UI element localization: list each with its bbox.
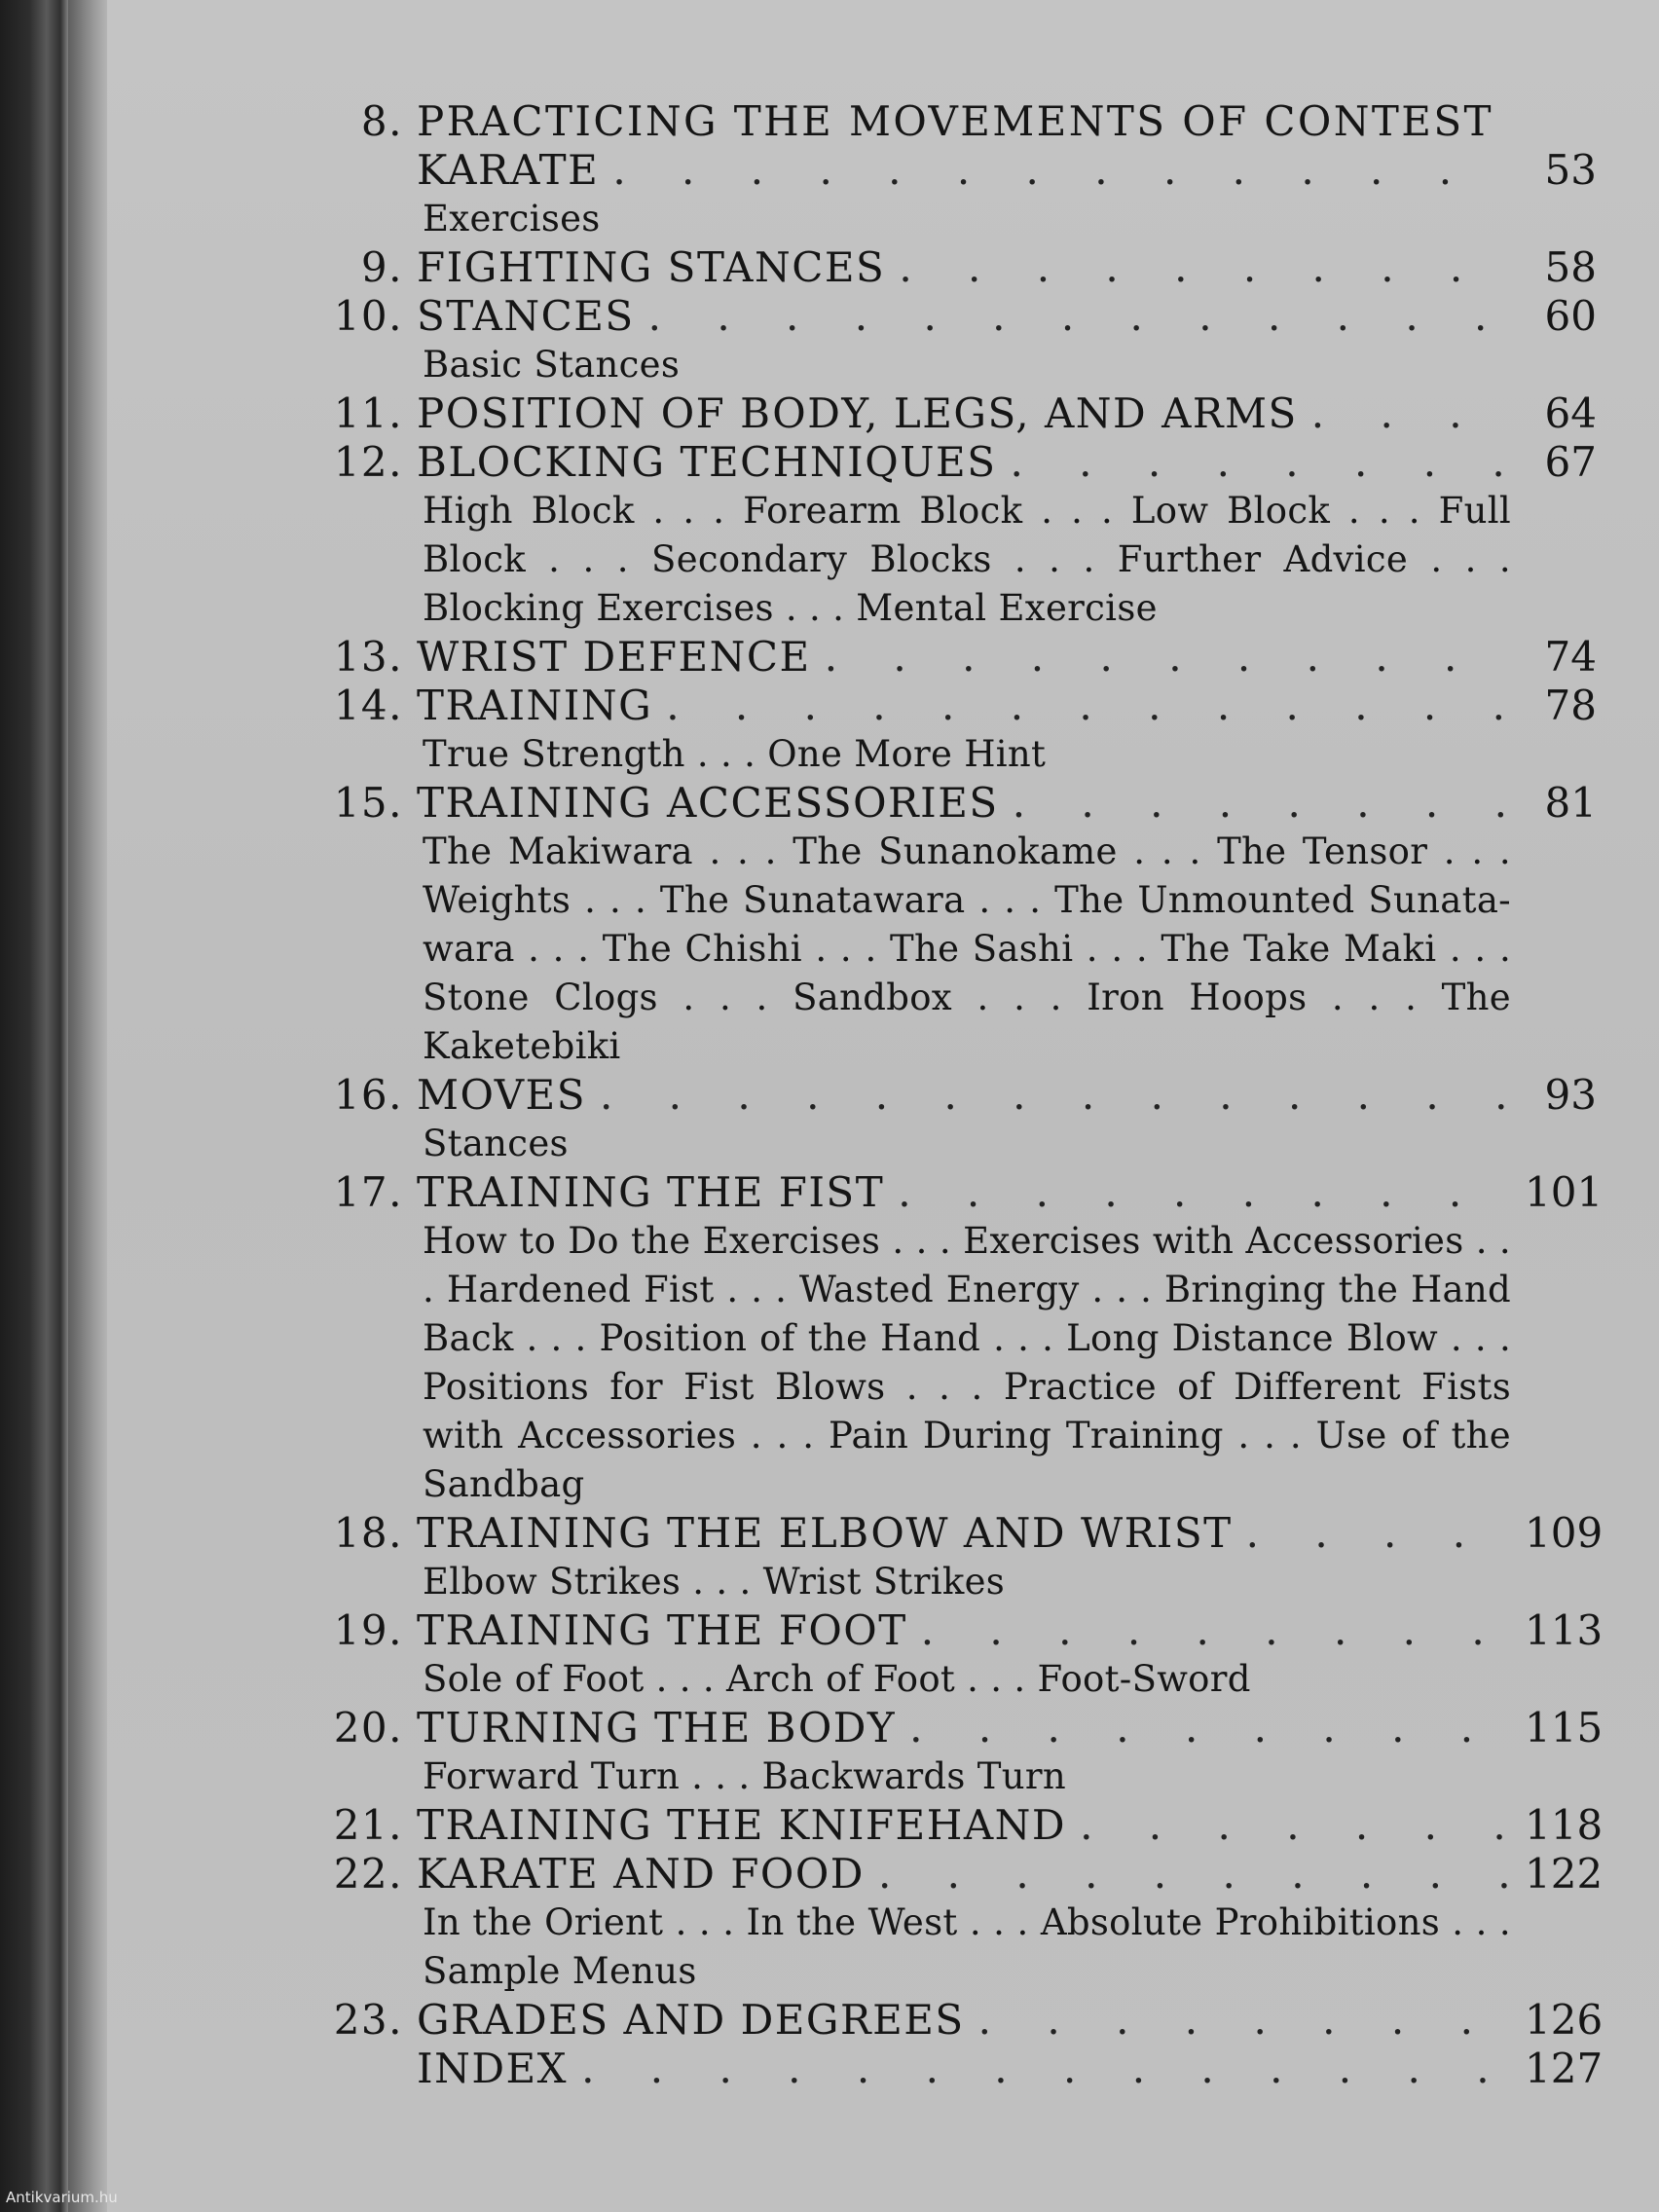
section-list: Basic Stances <box>423 344 681 386</box>
toc-entry <box>310 438 1597 633</box>
dot-leader <box>921 1606 1511 1655</box>
section-list: In the Orient . . . In the West . . . Absolute Prohibitions . . . Sample Menus <box>423 1901 1511 1992</box>
dot-leader <box>825 633 1511 682</box>
page-number: 101 <box>1525 1168 1604 1216</box>
chapter-title: TRAINING THE FIST <box>417 1168 885 1216</box>
page-number: 74 <box>1544 633 1597 681</box>
toc-entry <box>310 1071 1597 1168</box>
toc-entry <box>310 1996 1604 2045</box>
chapter-number: 21. <box>333 1801 403 1849</box>
dot-leader <box>581 2045 1511 2093</box>
chapter-number: 14. <box>333 682 403 729</box>
dot-leader <box>909 1704 1511 1752</box>
section-list: Exercises <box>423 198 601 240</box>
chapter-number: 22. <box>333 1850 403 1898</box>
chapter-number: 9. <box>360 243 403 291</box>
chapter-title: POSITION OF BODY, LEGS, AND ARMS <box>417 389 1298 437</box>
dot-leader <box>648 292 1511 341</box>
toc-entry <box>310 779 1597 1071</box>
dot-leader <box>1246 1509 1511 1558</box>
page-number: 93 <box>1544 1071 1597 1119</box>
page-number: 113 <box>1525 1606 1604 1654</box>
page-number: 64 <box>1544 389 1597 437</box>
page-number: 67 <box>1544 438 1597 486</box>
chapter-number: 16. <box>333 1071 403 1119</box>
chapter-number: 8. <box>360 97 403 145</box>
dot-leader <box>978 1996 1511 2045</box>
section-list: Elbow Strikes . . . Wrist Strikes <box>423 1561 1006 1603</box>
dot-leader <box>898 1168 1511 1217</box>
page-number: 109 <box>1525 1509 1604 1557</box>
page-number: 53 <box>1544 146 1597 194</box>
chapter-number: 10. <box>333 292 403 340</box>
page-number: 81 <box>1544 779 1597 827</box>
toc-entry <box>310 1850 1604 1996</box>
dot-leader <box>899 243 1511 292</box>
toc-entry <box>310 682 1597 779</box>
chapter-title: TRAINING THE ELBOW AND WRIST <box>417 1509 1233 1557</box>
table-of-contents <box>310 97 1604 2093</box>
chapter-number: 11. <box>333 389 403 437</box>
toc-entry <box>310 1168 1604 1509</box>
page-number: 126 <box>1525 1996 1604 2044</box>
chapter-title: KARATE <box>417 146 600 194</box>
chapter-title: INDEX <box>417 2045 569 2092</box>
chapter-number: 15. <box>333 779 403 827</box>
dot-leader <box>1311 389 1511 438</box>
chapter-title: MOVES <box>417 1071 586 1119</box>
book-spine <box>0 0 68 2212</box>
chapter-number: 18. <box>333 1509 403 1557</box>
chapter-number: 19. <box>333 1606 403 1654</box>
chapter-title: TRAINING THE KNIFEHAND <box>417 1801 1067 1849</box>
toc-entry <box>310 2045 1604 2093</box>
toc-entry <box>310 243 1597 292</box>
chapter-number: 20. <box>333 1704 403 1751</box>
toc-entry <box>310 292 1597 389</box>
section-list: High Block . . . Forearm Block . . . Low Block . . . Full Block . . . Secondary Blocks . . . Further Advice . . . Blocking Exercises . . . Mental Exercise <box>423 490 1511 629</box>
section-list: The Makiwara . . . The Sunanokame . . . The Tensor . . . Weights . . . The Sunatawara . . . The Unmounted Sunata-wara . . . The Chishi . . . The Sashi . . . The Take Maki . . . Stone Clogs . . . Sandbox . . . Iron Hoops . . . The Kaketebiki <box>423 830 1511 1067</box>
chapter-title-line: PRACTICING THE MOVEMENTS OF CONTEST <box>417 97 1493 145</box>
dot-leader <box>600 1071 1511 1120</box>
toc-entry <box>310 1606 1604 1704</box>
chapter-title: WRIST DEFENCE <box>417 633 811 681</box>
section-list: True Strength . . . One More Hint <box>423 733 1047 775</box>
page-number: 122 <box>1525 1850 1604 1898</box>
chapter-title: TRAINING ACCESSORIES <box>417 779 999 827</box>
chapter-title: GRADES AND DEGREES <box>417 1996 965 2044</box>
dot-leader <box>666 682 1511 730</box>
dot-leader <box>1013 779 1511 828</box>
page-number: 118 <box>1525 1801 1604 1849</box>
section-list: Sole of Foot . . . Arch of Foot . . . Foot-Sword <box>423 1658 1251 1700</box>
dot-leader <box>1010 438 1511 487</box>
chapter-title: TRAINING THE FOOT <box>417 1606 907 1654</box>
chapter-number: 12. <box>333 438 403 486</box>
chapter-title: STANCES <box>417 292 635 340</box>
toc-entry <box>310 1704 1604 1801</box>
chapter-number: 13. <box>333 633 403 681</box>
page-number: 58 <box>1544 243 1597 291</box>
chapter-title: TRAINING <box>417 682 653 729</box>
watermark: Antikvarium.hu <box>6 2189 118 2206</box>
chapter-number: 17. <box>333 1168 403 1216</box>
toc-entry <box>310 633 1597 682</box>
section-list: How to Do the Exercises . . . Exercises with Accessories . . . Hardened Fist . . . Wasted Energy . . . Bringing the Hand Back . . . Position of the Hand . . . Long Distance Blow . . . Positions for Fist Blows . . . Practice of Different Fists with Accessories . . . Pain During Training . . . Use of the Sandbag <box>423 1220 1511 1505</box>
page-number: 78 <box>1544 682 1597 729</box>
chapter-title: FIGHTING STANCES <box>417 243 886 291</box>
page-number: 60 <box>1544 292 1597 340</box>
page-gutter <box>68 0 107 2212</box>
toc-entry <box>310 1801 1604 1850</box>
chapter-title: TURNING THE BODY <box>417 1704 897 1751</box>
chapter-title: BLOCKING TECHNIQUES <box>417 438 997 486</box>
page-number: 127 <box>1525 2045 1604 2092</box>
chapter-number: 23. <box>333 1996 403 2044</box>
section-list: Forward Turn . . . Backwards Turn <box>423 1755 1066 1797</box>
chapter-title: KARATE AND FOOD <box>417 1850 865 1898</box>
toc-entry <box>310 1509 1604 1606</box>
dot-leader <box>878 1850 1511 1899</box>
dot-leader <box>612 146 1511 195</box>
page-number: 115 <box>1525 1704 1604 1751</box>
toc-entry <box>310 97 1597 243</box>
toc-entry <box>310 389 1597 438</box>
section-list: Stances <box>423 1123 569 1164</box>
dot-leader <box>1080 1801 1511 1850</box>
